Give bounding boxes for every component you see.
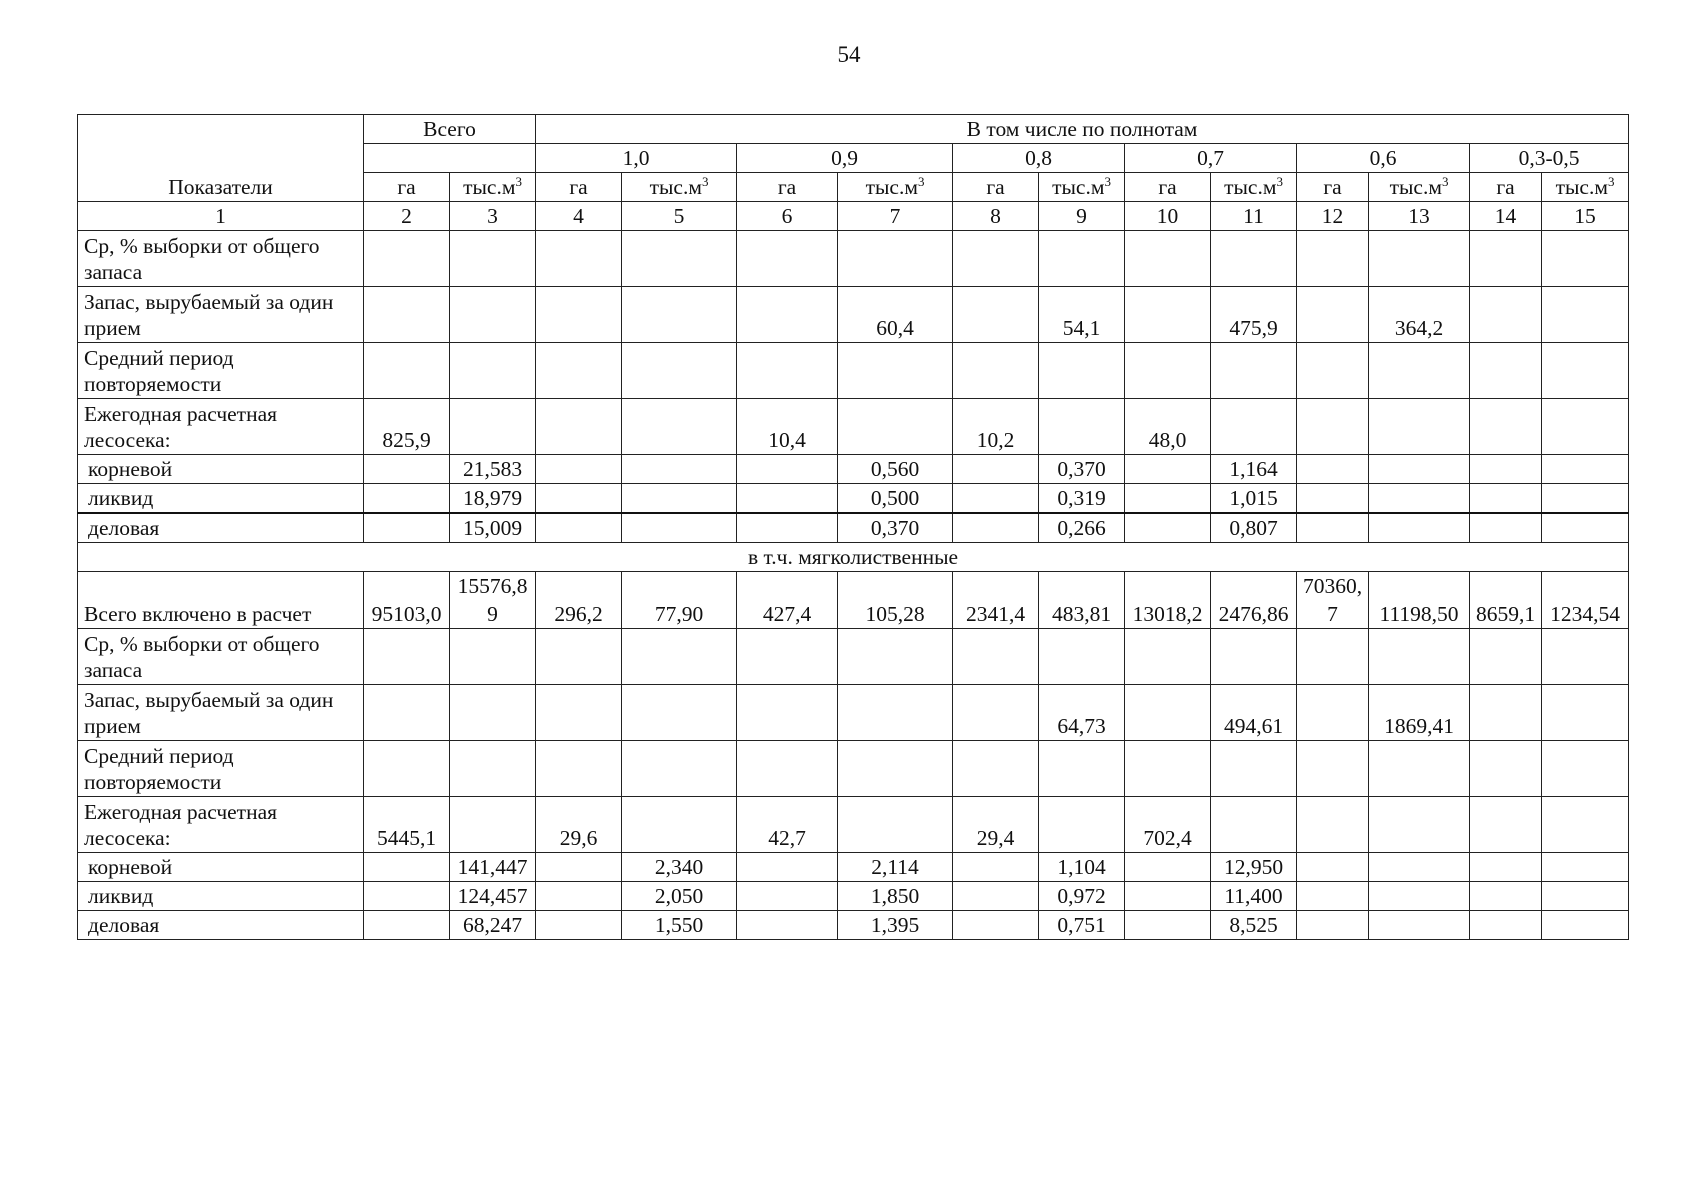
table-cell (1039, 231, 1125, 287)
table-cell (1542, 455, 1629, 484)
table-cell (622, 231, 737, 287)
row-label: Средний период повторяемости (78, 343, 364, 399)
table-cell: 15,009 (450, 513, 536, 543)
table-section-b (78, 572, 1629, 940)
unit-volume-text: тыс.м (1052, 175, 1105, 200)
density-header: 0,3-0,5 (1470, 144, 1629, 173)
unit-volume-exponent: 3 (1276, 174, 1283, 190)
table-cell (1211, 399, 1297, 455)
table-cell: 29,4 (953, 797, 1039, 853)
table-cell (1125, 741, 1211, 797)
table-cell: 0,972 (1039, 882, 1125, 911)
table-cell (953, 484, 1039, 514)
row-label: деловая (78, 911, 364, 940)
unit-volume (450, 173, 536, 202)
table-cell (1039, 629, 1125, 685)
table-cell (622, 484, 737, 514)
table-cell (1297, 513, 1369, 543)
table-cell (953, 231, 1039, 287)
table-cell (1542, 629, 1629, 685)
table-cell (450, 629, 536, 685)
row-label: Ср, % выборки от общего запаса (78, 231, 364, 287)
table-cell (450, 741, 536, 797)
table-cell: 12,950 (1211, 853, 1297, 882)
table-cell (1369, 455, 1470, 484)
table-cell (1369, 231, 1470, 287)
table-cell: 1,015 (1211, 484, 1297, 514)
table-cell (622, 455, 737, 484)
table-cell: 0,370 (1039, 455, 1125, 484)
unit-ha: га (1297, 173, 1369, 202)
row-label: Запас, вырубаемый за один прием (78, 685, 364, 741)
unit-volume-exponent: 3 (1104, 174, 1111, 190)
unit-ha: га (737, 173, 838, 202)
row-label: ликвид (78, 882, 364, 911)
page-number: 54 (837, 42, 861, 67)
table-cell (536, 513, 622, 543)
table-cell (737, 741, 838, 797)
table-cell: 60,4 (838, 287, 953, 343)
density-header: 0,7 (1125, 144, 1297, 173)
column-number: 3 (450, 202, 536, 231)
table-cell: 2,340 (622, 853, 737, 882)
row-label: Ср, % выборки от общего запаса (78, 629, 364, 685)
table-cell (737, 484, 838, 514)
column-number: 12 (1297, 202, 1369, 231)
table-cell (737, 911, 838, 940)
table-cell: 0,319 (1039, 484, 1125, 514)
table-cell (953, 513, 1039, 543)
table-cell: 2476,86 (1211, 572, 1297, 629)
table-cell (536, 343, 622, 399)
unit-volume-exponent: 3 (515, 174, 522, 190)
table-cell (450, 287, 536, 343)
table-cell (1369, 399, 1470, 455)
table-cell (1297, 741, 1369, 797)
table-cell (536, 231, 622, 287)
table-cell (737, 513, 838, 543)
column-number: 8 (953, 202, 1039, 231)
table-cell (1470, 231, 1542, 287)
table-cell (1125, 231, 1211, 287)
table-cell: 0,370 (838, 513, 953, 543)
table-cell (737, 685, 838, 741)
table-cell (838, 343, 953, 399)
table-cell (622, 513, 737, 543)
table-cell (622, 287, 737, 343)
table-row (78, 685, 1629, 741)
table-cell: 364,2 (1369, 287, 1470, 343)
table-cell (1369, 853, 1470, 882)
table-cell (1542, 343, 1629, 399)
unit-volume-text: тыс.м (649, 175, 702, 200)
table-row (78, 797, 1629, 853)
table-cell (1369, 629, 1470, 685)
header-total: Всего (364, 115, 536, 144)
column-number: 4 (536, 202, 622, 231)
table-cell (364, 629, 450, 685)
section-title: в т.ч. мягколиственные (78, 543, 1629, 572)
table-cell (364, 231, 450, 287)
table-cell: 2341,4 (953, 572, 1039, 629)
table-cell (1125, 882, 1211, 911)
table-section-a (78, 231, 1629, 543)
table-cell: 124,457 (450, 882, 536, 911)
table-cell (1125, 484, 1211, 514)
column-number: 13 (1369, 202, 1470, 231)
table-cell: 475,9 (1211, 287, 1297, 343)
table-cell (1039, 399, 1125, 455)
table-cell: 494,61 (1211, 685, 1297, 741)
table-cell (536, 685, 622, 741)
table-cell: 15576,89 (450, 572, 536, 629)
table-cell (1297, 911, 1369, 940)
table-cell: 10,4 (737, 399, 838, 455)
column-number: 14 (1470, 202, 1542, 231)
table-cell: 0,500 (838, 484, 953, 514)
table-cell (1369, 741, 1470, 797)
unit-volume (838, 173, 953, 202)
table-cell (1297, 797, 1369, 853)
table-cell (622, 741, 737, 797)
table-cell (1470, 797, 1542, 853)
column-number: 15 (1542, 202, 1629, 231)
table-cell: 13018,2 (1125, 572, 1211, 629)
table-cell (1470, 287, 1542, 343)
table-cell (1125, 911, 1211, 940)
table-cell (953, 882, 1039, 911)
table-cell (1125, 629, 1211, 685)
table-cell (364, 343, 450, 399)
table-cell (953, 629, 1039, 685)
unit-volume-exponent: 3 (1607, 174, 1615, 190)
table-cell (1470, 911, 1542, 940)
unit-volume (1369, 173, 1470, 202)
table-cell: 70360,7 (1297, 572, 1369, 629)
table-cell (1542, 741, 1629, 797)
table-cell (450, 399, 536, 455)
unit-volume-text: тыс.м (463, 175, 516, 200)
table-cell (953, 343, 1039, 399)
table-cell (1039, 343, 1125, 399)
table-cell (536, 911, 622, 940)
table-cell: 68,247 (450, 911, 536, 940)
table-cell (1470, 455, 1542, 484)
unit-ha: га (536, 173, 622, 202)
table-cell: 8659,1 (1470, 572, 1542, 629)
row-label: корневой (78, 455, 364, 484)
table-cell: 11,400 (1211, 882, 1297, 911)
column-number: 10 (1125, 202, 1211, 231)
table-cell (1211, 797, 1297, 853)
table-cell (364, 287, 450, 343)
table-cell: 483,81 (1039, 572, 1125, 629)
table-cell: 18,979 (450, 484, 536, 514)
table-cell: 54,1 (1039, 287, 1125, 343)
table-cell (737, 853, 838, 882)
table-cell (1211, 231, 1297, 287)
table-cell: 8,525 (1211, 911, 1297, 940)
table-cell (953, 741, 1039, 797)
table-cell (1369, 797, 1470, 853)
table-cell (838, 741, 953, 797)
table-row (78, 572, 1629, 629)
table-cell: 1,395 (838, 911, 953, 940)
table-cell (450, 797, 536, 853)
table-cell: 11198,50 (1369, 572, 1470, 629)
table-cell (1542, 853, 1629, 882)
row-label: Ежегодная расчетная лесосека: (78, 399, 364, 455)
table-cell: 48,0 (1125, 399, 1211, 455)
unit-volume-text: тыс.м (1555, 175, 1608, 200)
table-row (78, 231, 1629, 287)
table-cell: 1869,41 (1369, 685, 1470, 741)
table-cell (1039, 741, 1125, 797)
table-cell (1542, 399, 1629, 455)
table-cell (1125, 513, 1211, 543)
table-row (78, 853, 1629, 882)
table-cell (1039, 797, 1125, 853)
table-cell (1542, 797, 1629, 853)
unit-ha: га (953, 173, 1039, 202)
table-cell: 10,2 (953, 399, 1039, 455)
table-row (78, 343, 1629, 399)
table-cell (737, 231, 838, 287)
table-cell: 141,447 (450, 853, 536, 882)
unit-volume (1211, 173, 1297, 202)
unit-volume (1039, 173, 1125, 202)
table-cell (953, 287, 1039, 343)
table-row (78, 484, 1629, 514)
header-indicators: Показатели (78, 115, 364, 202)
table-cell (1542, 231, 1629, 287)
table-cell (536, 484, 622, 514)
unit-ha: га (1125, 173, 1211, 202)
table-cell (1542, 484, 1629, 514)
table-cell (1470, 343, 1542, 399)
row-label: корневой (78, 853, 364, 882)
table-cell (364, 685, 450, 741)
table-cell: 95103,0 (364, 572, 450, 629)
column-number: 1 (78, 202, 364, 231)
table-cell: 1,104 (1039, 853, 1125, 882)
column-number: 2 (364, 202, 450, 231)
table-cell (536, 882, 622, 911)
table-cell (1297, 484, 1369, 514)
unit-volume-text: тыс.м (1224, 175, 1277, 200)
table-cell (364, 882, 450, 911)
table-row (78, 741, 1629, 797)
table-cell (1211, 629, 1297, 685)
column-number: 7 (838, 202, 953, 231)
table-cell (536, 853, 622, 882)
table-cell (838, 231, 953, 287)
table-row (78, 287, 1629, 343)
table-cell (536, 741, 622, 797)
table-cell (1211, 343, 1297, 399)
table-cell (364, 513, 450, 543)
table-cell (953, 853, 1039, 882)
table-cell (737, 629, 838, 685)
table-cell: 296,2 (536, 572, 622, 629)
table-cell (1470, 882, 1542, 911)
table-cell (364, 484, 450, 514)
table-cell (364, 741, 450, 797)
table-cell (1542, 685, 1629, 741)
table-cell (536, 455, 622, 484)
density-header: 0,6 (1297, 144, 1470, 173)
table-cell (1369, 484, 1470, 514)
table-cell (450, 231, 536, 287)
row-label: Запас, вырубаемый за один прием (78, 287, 364, 343)
table-cell: 42,7 (737, 797, 838, 853)
table-cell (1470, 513, 1542, 543)
table-cell: 21,583 (450, 455, 536, 484)
table-cell (1297, 287, 1369, 343)
table-cell (1470, 853, 1542, 882)
table-cell (953, 911, 1039, 940)
unit-volume-exponent: 3 (917, 174, 925, 190)
table-cell (1542, 287, 1629, 343)
table-cell (622, 629, 737, 685)
table-cell (622, 399, 737, 455)
table-row (78, 911, 1629, 940)
density-header: 0,9 (737, 144, 953, 173)
table-cell: 64,73 (1039, 685, 1125, 741)
table-cell: 29,6 (536, 797, 622, 853)
table-cell (838, 399, 953, 455)
row-label: ликвид (78, 484, 364, 514)
table-cell (364, 455, 450, 484)
table-cell (838, 629, 953, 685)
unit-volume-text: тыс.м (865, 175, 918, 200)
column-number: 9 (1039, 202, 1125, 231)
header-by-density: В том числе по полнотам (536, 115, 1629, 144)
table-cell (1369, 343, 1470, 399)
table-cell: 427,4 (737, 572, 838, 629)
table-cell (737, 455, 838, 484)
table-cell (953, 455, 1039, 484)
table-cell (364, 853, 450, 882)
header-total-spacer (364, 144, 536, 173)
table-cell (622, 797, 737, 853)
table-cell (1297, 231, 1369, 287)
density-header: 0,8 (953, 144, 1125, 173)
table-cell: 1,850 (838, 882, 953, 911)
table-row (78, 513, 1629, 543)
table-cell (1470, 685, 1542, 741)
table-cell: 825,9 (364, 399, 450, 455)
table-cell (953, 685, 1039, 741)
table-cell: 105,28 (838, 572, 953, 629)
density-header: 1,0 (536, 144, 737, 173)
table-cell (838, 797, 953, 853)
table-cell: 1,550 (622, 911, 737, 940)
table-cell (450, 685, 536, 741)
table-cell: 702,4 (1125, 797, 1211, 853)
table-cell (1542, 911, 1629, 940)
table-cell: 0,751 (1039, 911, 1125, 940)
table-cell (1297, 343, 1369, 399)
table-cell (1125, 455, 1211, 484)
table-cell (737, 882, 838, 911)
table-cell: 0,807 (1211, 513, 1297, 543)
row-label: Всего включено в расчет (78, 572, 364, 629)
table-cell (1125, 287, 1211, 343)
table-cell (1297, 399, 1369, 455)
forest-data-table (77, 114, 1629, 940)
table-cell (536, 399, 622, 455)
unit-volume (622, 173, 737, 202)
table-cell (1297, 853, 1369, 882)
table-cell: 0,266 (1039, 513, 1125, 543)
unit-volume-exponent: 3 (701, 174, 709, 190)
unit-volume (1542, 173, 1629, 202)
table-cell: 77,90 (622, 572, 737, 629)
table-cell (1470, 399, 1542, 455)
table-cell (1297, 685, 1369, 741)
table-cell (1470, 629, 1542, 685)
row-label: Ежегодная расчетная лесосека: (78, 797, 364, 853)
table-cell (536, 629, 622, 685)
table-cell (1369, 882, 1470, 911)
table-row (78, 455, 1629, 484)
table-row (78, 882, 1629, 911)
unit-ha: га (364, 173, 450, 202)
table-row (78, 399, 1629, 455)
table-cell (1542, 882, 1629, 911)
table-row (78, 629, 1629, 685)
unit-ha: га (1470, 173, 1542, 202)
table-cell (1297, 629, 1369, 685)
column-number-row (78, 202, 1629, 231)
row-label: деловая (78, 513, 364, 543)
table-cell (1297, 882, 1369, 911)
table-cell (536, 287, 622, 343)
table-cell: 2,050 (622, 882, 737, 911)
table-cell (1470, 484, 1542, 514)
table-cell (450, 343, 536, 399)
table-cell (1470, 741, 1542, 797)
column-number: 11 (1211, 202, 1297, 231)
unit-volume-exponent: 3 (1441, 174, 1449, 190)
table-cell (737, 287, 838, 343)
column-number: 6 (737, 202, 838, 231)
table-cell: 5445,1 (364, 797, 450, 853)
table-cell (1125, 343, 1211, 399)
table-cell (1542, 513, 1629, 543)
table-cell (838, 685, 953, 741)
table-cell (622, 685, 737, 741)
table-cell: 1,164 (1211, 455, 1297, 484)
table-cell (622, 343, 737, 399)
table-cell: 2,114 (838, 853, 953, 882)
table-cell (1297, 455, 1369, 484)
table-cell (737, 343, 838, 399)
unit-volume-text: тыс.м (1389, 175, 1442, 200)
table-cell (1125, 853, 1211, 882)
table-cell (1125, 685, 1211, 741)
table-cell (364, 911, 450, 940)
row-label: Средний период повторяемости (78, 741, 364, 797)
table-cell (1369, 911, 1470, 940)
column-number: 5 (622, 202, 737, 231)
table-cell: 0,560 (838, 455, 953, 484)
table-cell (1369, 513, 1470, 543)
table-cell: 1234,54 (1542, 572, 1629, 629)
table-cell (1211, 741, 1297, 797)
